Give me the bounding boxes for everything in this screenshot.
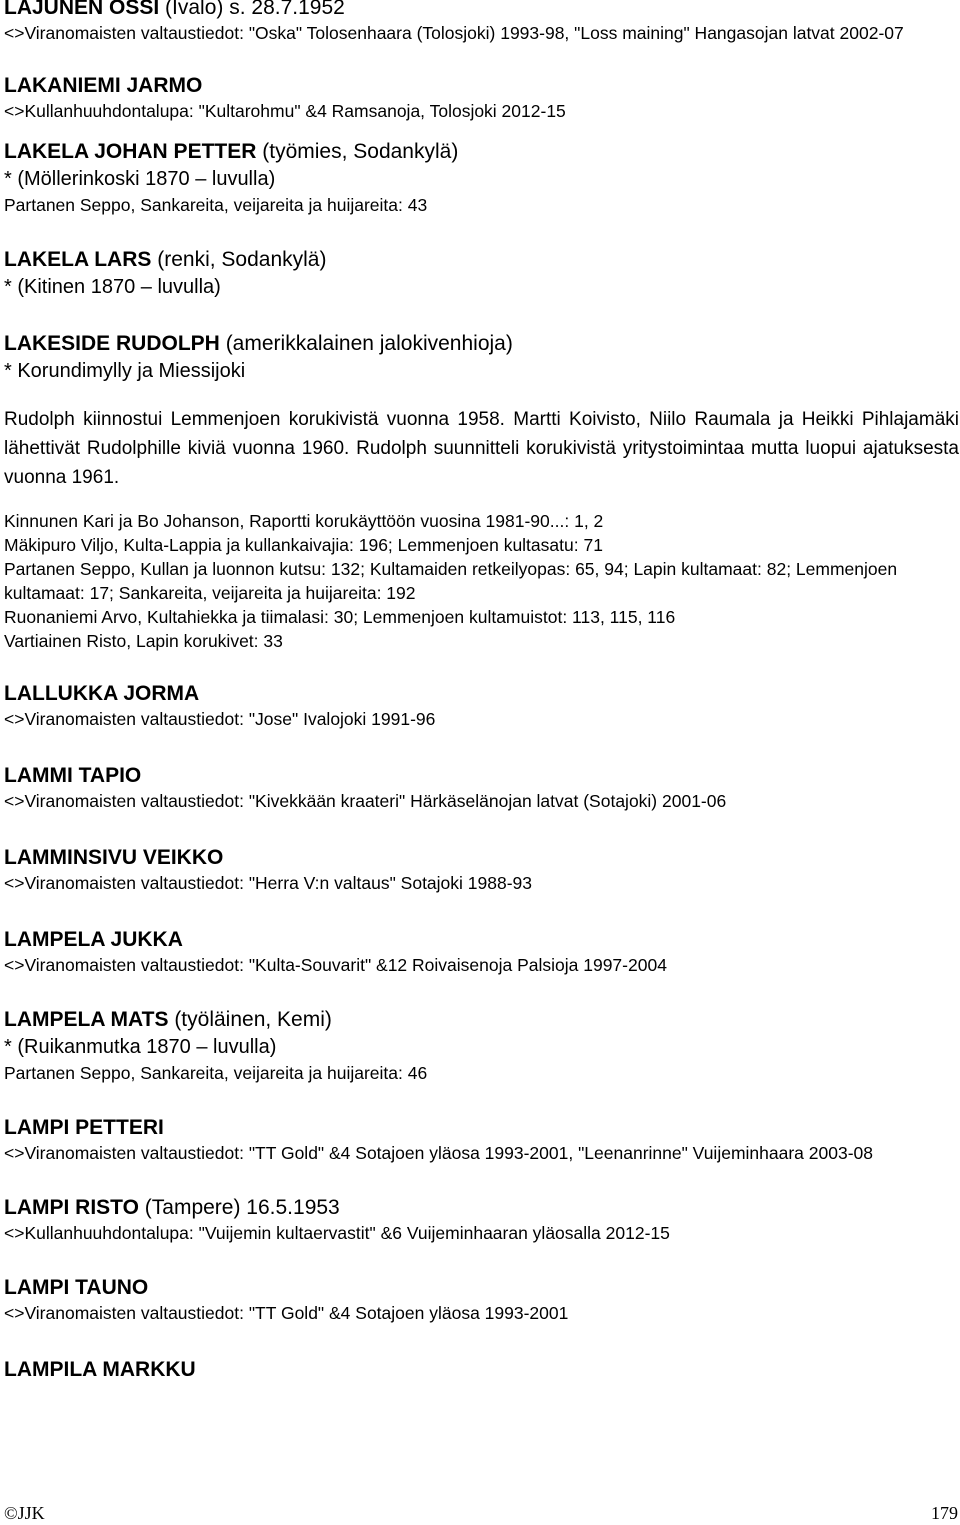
entry-name: LAMPI TAUNO (4, 1276, 149, 1299)
entry-info: (Tampere) 16.5.1953 (138, 1196, 340, 1219)
entry-lampi-risto (4, 1195, 959, 1245)
entry-name: LAKANIEMI JARMO (4, 74, 203, 97)
permit-line: <>Kullanhuuhdontalupa: "Vuijemin kultaervastit" &6 Vuijeminhaaran yläosalla 2012-15 (4, 1223, 670, 1243)
entry-lakela-lars (4, 247, 959, 301)
entry-heading (4, 1357, 959, 1383)
entry-lallukka-jorma (4, 681, 959, 731)
entry-info: (amerikkalainen jalokivenhioja) (219, 332, 513, 355)
permit-line: <>Viranomaisten valtaustiedot: "Oska" Tolosenhaara (Tolosjoki) 1993-98, "Loss maining" Hangasojan latvat 2002-07 (4, 23, 904, 43)
entry-name: LAMPI RISTO (4, 1196, 139, 1219)
entry-lampila-markku (4, 1357, 959, 1383)
entry-heading (4, 1007, 959, 1033)
entry-name: LAMMI TAPIO (4, 764, 142, 787)
entry-heading (4, 1275, 959, 1301)
entry-lakaniemi-jarmo (4, 73, 959, 123)
permit-line: <>Kullanhuuhdontalupa: "Kultarohmu" &4 Ramsanoja, Tolosjoki 2012-15 (4, 101, 566, 121)
reference-line: Mäkipuro Viljo, Kulta-Lappia ja kullankaivajia: 196; Lemmenjoen kultasatu: 71 (4, 535, 603, 555)
entry-heading (4, 0, 959, 21)
entry-heading (4, 247, 959, 273)
entry-lampela-mats (4, 1007, 959, 1085)
reference-line: Vartiainen Risto, Lapin korukivet: 33 (4, 631, 283, 651)
location-line: * (Kitinen 1870 – luvulla) (4, 276, 221, 298)
copyright-text: ©JJK (4, 1503, 45, 1523)
entry-name: LAMPELA MATS (4, 1008, 169, 1031)
entry-info: (työmies, Sodankylä) (256, 140, 459, 163)
entry-lampi-petteri (4, 1115, 959, 1165)
entry-info: (Ivalo) s. 28.7.1952 (159, 0, 345, 19)
entry-lampi-tauno (4, 1275, 959, 1325)
location-line: * (Möllerinkoski 1870 – luvulla) (4, 168, 276, 190)
entry-name: LAMPELA JUKKA (4, 928, 183, 951)
entry-heading (4, 845, 959, 871)
permit-line: <>Viranomaisten valtaustiedot: "Herra V:n valtaus" Sotajoki 1988-93 (4, 873, 533, 893)
page-footer (4, 1502, 958, 1524)
reference-line: Ruonaniemi Arvo, Kultahiekka ja tiimalasi: 30; Lemmenjoen kultamuistot: 113, 115, 116 (4, 607, 676, 627)
entry-name: LAMMINSIVU VEIKKO (4, 846, 224, 869)
permit-line: <>Viranomaisten valtaustiedot: "TT Gold" &4 Sotajoen yläosa 1993-2001 (4, 1303, 569, 1323)
reference-line: Kinnunen Kari ja Bo Johanson, Raportti korukäyttöön vuosina 1981-90...: 1, 2 (4, 511, 604, 531)
entry-lampela-jukka (4, 927, 959, 977)
entry-info: (työläinen, Kemi) (168, 1008, 332, 1031)
permit-line: <>Viranomaisten valtaustiedot: "Kulta-Souvarit" &12 Roivaisenoja Palsioja 1997-2004 (4, 955, 667, 975)
location-line: * Korundimylly ja Miessijoki (4, 360, 246, 382)
permit-line: <>Viranomaisten valtaustiedot: "Jose" Ivalojoki 1991-96 (4, 709, 436, 729)
permit-line: <>Viranomaisten valtaustiedot: "Kivekkään kraateri" Härkäselänojan latvat (Sotajoki) 2001-06 (4, 791, 727, 811)
permit-line: <>Viranomaisten valtaustiedot: "TT Gold" &4 Sotajoen yläosa 1993-2001, "Leenanrinne" Vuijeminhaara 2003-08 (4, 1143, 873, 1163)
entry-lajunen-ossi (4, 0, 959, 45)
entry-lakeside-rudolph (4, 331, 959, 653)
entry-heading (4, 1195, 959, 1221)
entry-name: LAJUNEN OSSI (4, 0, 160, 19)
reference-line: Partanen Seppo, Sankareita, veijareita ja huijareita: 43 (4, 195, 428, 215)
entry-name: LAMPI PETTERI (4, 1116, 164, 1139)
entry-name: LAKELA LARS (4, 248, 152, 271)
entry-heading (4, 139, 959, 165)
entry-info: (renki, Sodankylä) (151, 248, 327, 271)
entry-heading (4, 681, 959, 707)
entry-lammi-tapio (4, 763, 959, 813)
entry-lakela-johan-petter (4, 139, 959, 217)
entry-name: LAKELA JOHAN PETTER (4, 140, 257, 163)
entry-heading (4, 763, 959, 789)
entry-lamminsivu-veikko (4, 845, 959, 895)
reference-line: Partanen Seppo, Kullan ja luonnon kutsu: 132; Kultamaiden retkeilyopas: 65, 94; Lapin kultamaat: 82; Lemmenjoen kultamaat: 17; Sankareita, veijareita ja huijareita: 192 (4, 559, 898, 603)
entry-heading (4, 331, 959, 357)
page-number: 179 (931, 1503, 958, 1523)
location-line: * (Ruikanmutka 1870 – luvulla) (4, 1036, 277, 1058)
entry-description: Rudolph kiinnostui Lemmenjoen korukivistä vuonna 1958. Martti Koivisto, Niilo Raumala ja Heikki Pihlajamäki lähettivät Rudolphille kiviä vuonna 1960. Rudolph suunnitteli korukivistä yritystoimintaa mutta luopui ajatuksesta vuonna 1961. (4, 409, 959, 488)
entry-heading (4, 927, 959, 953)
entry-heading (4, 1115, 959, 1141)
entry-name: LAMPILA MARKKU (4, 1358, 196, 1381)
document-page (4, 0, 959, 1383)
entry-name: LAKESIDE RUDOLPH (4, 332, 220, 355)
entry-heading (4, 73, 959, 99)
reference-list (4, 509, 959, 653)
entry-name: LALLUKKA JORMA (4, 682, 200, 705)
reference-line: Partanen Seppo, Sankareita, veijareita ja huijareita: 46 (4, 1063, 428, 1083)
